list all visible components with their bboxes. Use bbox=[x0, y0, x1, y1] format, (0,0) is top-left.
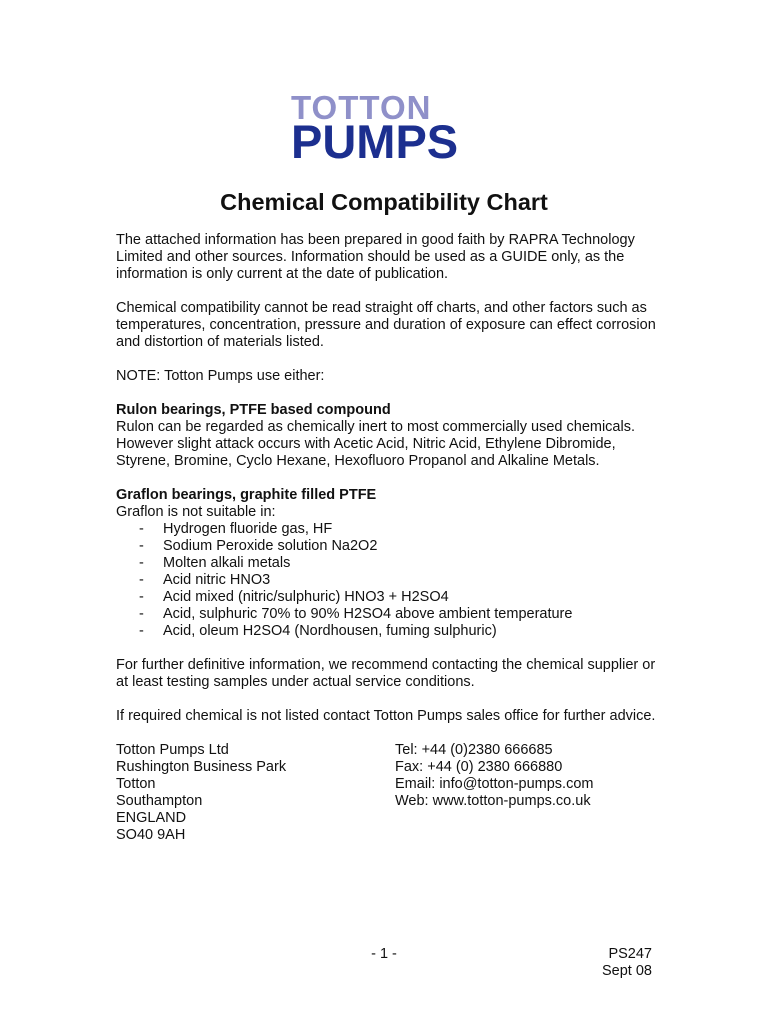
address-line: Totton Pumps Ltd bbox=[116, 742, 229, 758]
document-date: Sept 08 bbox=[602, 963, 652, 979]
list-dash: - bbox=[139, 589, 144, 605]
graflon-unsuitable-list bbox=[116, 521, 656, 640]
list-item-text: Molten alkali metals bbox=[163, 555, 291, 571]
page-title: Chemical Compatibility Chart bbox=[220, 189, 548, 215]
list-item bbox=[116, 521, 656, 538]
contact-email: Email: info@totton-pumps.com bbox=[395, 776, 594, 792]
list-dash: - bbox=[139, 623, 144, 639]
list-item-text: Acid, sulphuric 70% to 90% H2SO4 above ambient temperature bbox=[163, 606, 573, 622]
required-paragraph: If required chemical is not listed contact Totton Pumps sales office for further advice. bbox=[116, 708, 656, 724]
list-dash: - bbox=[139, 521, 144, 537]
rulon-section bbox=[116, 402, 656, 470]
contact-web: Web: www.totton-pumps.co.uk bbox=[395, 793, 591, 809]
totton-pumps-logo bbox=[291, 89, 477, 171]
document-code: PS247 bbox=[608, 946, 652, 962]
rulon-text-1: Rulon can be regarded as chemically inert to most commercially used chemicals. bbox=[116, 419, 635, 435]
list-item bbox=[116, 589, 656, 606]
list-item bbox=[116, 623, 656, 640]
page-number: - 1 - bbox=[371, 946, 397, 962]
list-item bbox=[116, 606, 656, 623]
list-dash: - bbox=[139, 538, 144, 554]
rulon-text-2: However slight attack occurs with Acetic Acid, Nitric Acid, Ethylene Dibromide, Styrene, Bromine, Cyclo Hexane, Hexofluoro Propanol and Alkaline Metals. bbox=[116, 436, 616, 469]
list-item bbox=[116, 538, 656, 555]
contact-details bbox=[395, 742, 656, 844]
address-line: Totton bbox=[116, 776, 156, 792]
list-item-text: Acid mixed (nitric/sulphuric) HNO3 + H2SO4 bbox=[163, 589, 449, 605]
note-paragraph: NOTE: Totton Pumps use either: bbox=[116, 368, 325, 384]
intro-paragraph-1: The attached information has been prepared in good faith by RAPRA Technology Limited and other sources. Information should be used as a GUIDE only, as the information is only current at the date of publication. bbox=[116, 232, 635, 282]
list-dash: - bbox=[139, 572, 144, 588]
address-line: Rushington Business Park bbox=[116, 759, 287, 775]
list-dash: - bbox=[139, 555, 144, 571]
document-body bbox=[116, 232, 656, 844]
address-line: SO40 9AH bbox=[116, 827, 186, 843]
list-item-text: Acid nitric HNO3 bbox=[163, 572, 271, 588]
logo-word-pumps: PUMPS bbox=[291, 115, 459, 168]
contact-block bbox=[116, 742, 656, 844]
document-reference bbox=[602, 946, 652, 980]
list-item-text: Acid, oleum H2SO4 (Nordhousen, fuming sulphuric) bbox=[163, 623, 497, 639]
graflon-section bbox=[116, 487, 656, 640]
list-item bbox=[116, 555, 656, 572]
address-block bbox=[116, 742, 395, 844]
address-line: ENGLAND bbox=[116, 810, 187, 826]
list-dash: - bbox=[139, 606, 144, 622]
intro-paragraph-2: Chemical compatibility cannot be read straight off charts, and other factors such as temperatures, concentration, pressure and duration of exposure can effect corrosion and distortion of materials listed. bbox=[116, 300, 656, 350]
address-line: Southampton bbox=[116, 793, 203, 809]
list-item-text: Sodium Peroxide solution Na2O2 bbox=[163, 538, 378, 554]
contact-tel: Tel: +44 (0)2380 666685 bbox=[395, 742, 553, 758]
contact-fax: Fax: +44 (0) 2380 666880 bbox=[395, 759, 563, 775]
rulon-heading: Rulon bearings, PTFE based compound bbox=[116, 402, 391, 418]
graflon-intro: Graflon is not suitable in: bbox=[116, 504, 276, 520]
logo-word-totton: TOTTON bbox=[291, 89, 432, 126]
list-item-text: Hydrogen fluoride gas, HF bbox=[163, 521, 333, 537]
list-item bbox=[116, 572, 656, 589]
further-info-paragraph: For further definitive information, we recommend contacting the chemical supplier or at least testing samples under actual service conditions. bbox=[116, 657, 656, 690]
graflon-heading: Graflon bearings, graphite filled PTFE bbox=[116, 487, 377, 503]
